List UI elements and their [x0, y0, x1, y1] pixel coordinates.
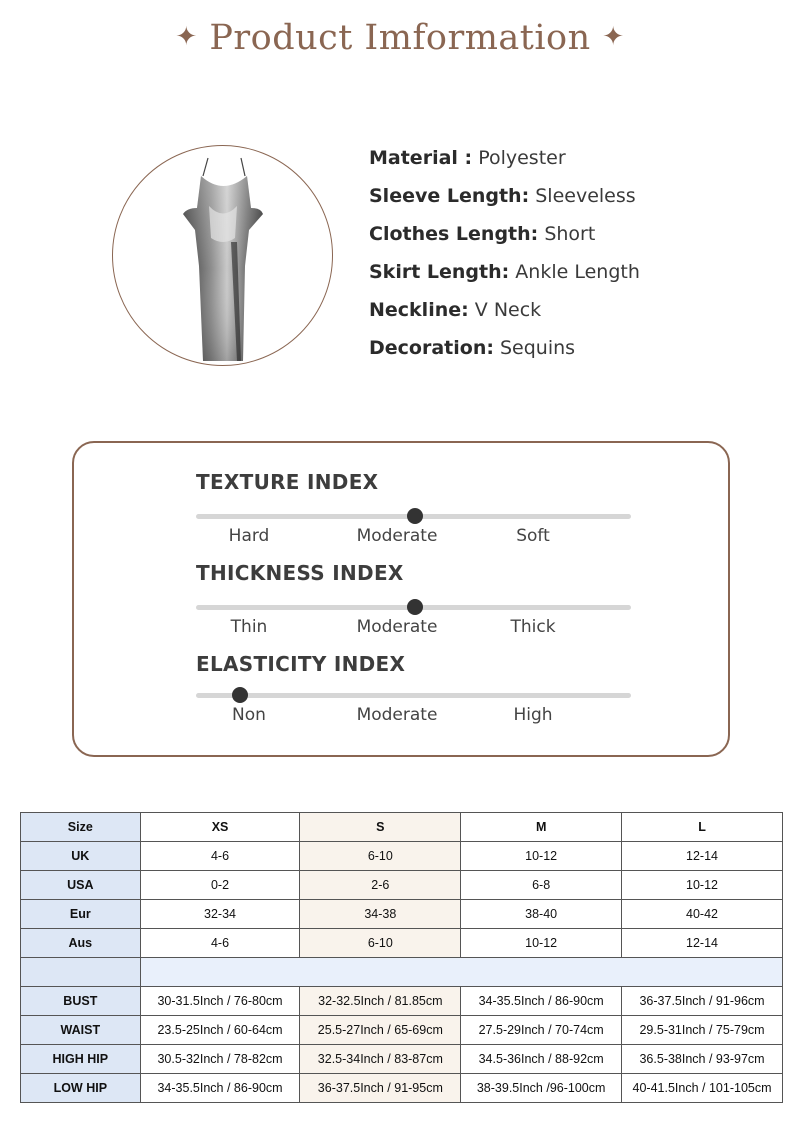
spec-label: Sleeve Length: — [369, 185, 530, 207]
table-cell: 6-8 — [461, 871, 622, 900]
table-cell: 38-39.5Inch /96-100cm — [461, 1074, 622, 1103]
sparkle-left-icon: ✦ — [175, 22, 198, 52]
row-header-cell: UK — [21, 842, 141, 871]
row-header-cell: LOW HIP — [21, 1074, 141, 1103]
row-header-cell: Eur — [21, 900, 141, 929]
table-row — [21, 929, 783, 958]
table-cell: 38-40 — [461, 900, 622, 929]
spec-sleeve-length — [369, 182, 789, 220]
table-cell: 6-10 — [300, 842, 461, 871]
table-cell: 4-6 — [140, 842, 300, 871]
spec-value: Sequins — [500, 337, 576, 359]
row-header-cell: WAIST — [21, 1016, 141, 1045]
table-cell: 34-38 — [300, 900, 461, 929]
table-cell: 34.5-36Inch / 88-92cm — [461, 1045, 622, 1074]
spec-material — [369, 144, 789, 182]
elasticity-index-title: ELASTICITY INDEX — [196, 652, 406, 676]
table-cell: 0-2 — [140, 871, 300, 900]
table-cell: 29.5-31Inch / 75-79cm — [622, 1016, 783, 1045]
table-cell: 30-31.5Inch / 76-80cm — [140, 987, 300, 1016]
spec-label: Material : — [369, 147, 473, 169]
row-header-cell: Size — [21, 813, 141, 842]
thickness-label-low: Thin — [230, 617, 268, 637]
elasticity-index-knob — [232, 687, 248, 703]
table-cell: M — [461, 813, 622, 842]
spec-list — [369, 144, 789, 372]
table-cell: 40-42 — [622, 900, 783, 929]
table-spacer-row — [21, 958, 783, 987]
spec-neckline — [369, 296, 789, 334]
elasticity-label-low: Non — [232, 705, 266, 725]
table-cell: L — [622, 813, 783, 842]
table-cell: S — [300, 813, 461, 842]
thickness-label-high: Thick — [510, 617, 556, 637]
table-cell: 34-35.5Inch / 86-90cm — [140, 1074, 300, 1103]
table-cell: 6-10 — [300, 929, 461, 958]
table-cell: 30.5-32Inch / 78-82cm — [140, 1045, 300, 1074]
table-cell: 10-12 — [461, 929, 622, 958]
size-chart-table — [20, 812, 783, 1103]
thickness-index-track — [196, 605, 631, 610]
spec-clothes-length — [369, 220, 789, 258]
row-header-cell: BUST — [21, 987, 141, 1016]
table-row — [21, 1074, 783, 1103]
table-header-row — [21, 813, 783, 842]
spec-label: Decoration: — [369, 337, 494, 359]
table-cell: 36-37.5Inch / 91-96cm — [622, 987, 783, 1016]
table-cell: 36.5-38Inch / 93-97cm — [622, 1045, 783, 1074]
table-cell: 36-37.5Inch / 91-95cm — [300, 1074, 461, 1103]
texture-label-mid: Moderate — [356, 526, 438, 546]
texture-label-low: Hard — [228, 526, 270, 546]
spec-value: Short — [544, 223, 596, 245]
spec-value: Sleeveless — [535, 185, 636, 207]
table-cell: 2-6 — [300, 871, 461, 900]
product-photo — [112, 145, 333, 366]
elasticity-label-mid: Moderate — [356, 705, 438, 725]
elasticity-label-high: High — [513, 705, 553, 725]
spec-value: Ankle Length — [515, 261, 640, 283]
table-cell: 32-34 — [140, 900, 300, 929]
thickness-index-knob — [407, 599, 423, 615]
table-cell: 23.5-25Inch / 60-64cm — [140, 1016, 300, 1045]
table-row — [21, 1016, 783, 1045]
row-header-cell: HIGH HIP — [21, 1045, 141, 1074]
table-row — [21, 842, 783, 871]
table-cell: 34-35.5Inch / 86-90cm — [461, 987, 622, 1016]
elasticity-index-track — [196, 693, 631, 698]
texture-index-knob — [407, 508, 423, 524]
table-cell: 40-41.5Inch / 101-105cm — [622, 1074, 783, 1103]
sparkle-right-icon: ✦ — [602, 22, 625, 52]
thickness-label-mid: Moderate — [356, 617, 438, 637]
texture-index-title: TEXTURE INDEX — [196, 470, 379, 494]
row-header-cell: Aus — [21, 929, 141, 958]
table-cell: 4-6 — [140, 929, 300, 958]
row-header-cell: USA — [21, 871, 141, 900]
page-title — [0, 18, 800, 58]
spec-label: Neckline: — [369, 299, 469, 321]
table-cell: 12-14 — [622, 842, 783, 871]
spacer-cell — [21, 958, 141, 987]
dress-image — [113, 146, 333, 366]
table-cell: 12-14 — [622, 929, 783, 958]
table-cell: 10-12 — [461, 842, 622, 871]
table-row — [21, 1045, 783, 1074]
spacer-cell — [140, 958, 782, 987]
table-row — [21, 987, 783, 1016]
table-cell: 27.5-29Inch / 70-74cm — [461, 1016, 622, 1045]
spec-value: V Neck — [474, 299, 542, 321]
table-cell: 25.5-27Inch / 65-69cm — [300, 1016, 461, 1045]
texture-label-high: Soft — [516, 526, 550, 546]
thickness-index-title: THICKNESS INDEX — [196, 561, 404, 585]
spec-label: Clothes Length: — [369, 223, 539, 245]
spec-value: Polyester — [478, 147, 566, 169]
table-row — [21, 871, 783, 900]
table-cell: 32.5-34Inch / 83-87cm — [300, 1045, 461, 1074]
spec-skirt-length — [369, 258, 789, 296]
table-cell: 32-32.5Inch / 81.85cm — [300, 987, 461, 1016]
table-row — [21, 900, 783, 929]
spec-decoration — [369, 334, 789, 372]
title-text: Product Imformation — [209, 18, 591, 58]
spec-label: Skirt Length: — [369, 261, 510, 283]
table-cell: XS — [140, 813, 300, 842]
texture-index-track — [196, 514, 631, 519]
table-cell: 10-12 — [622, 871, 783, 900]
